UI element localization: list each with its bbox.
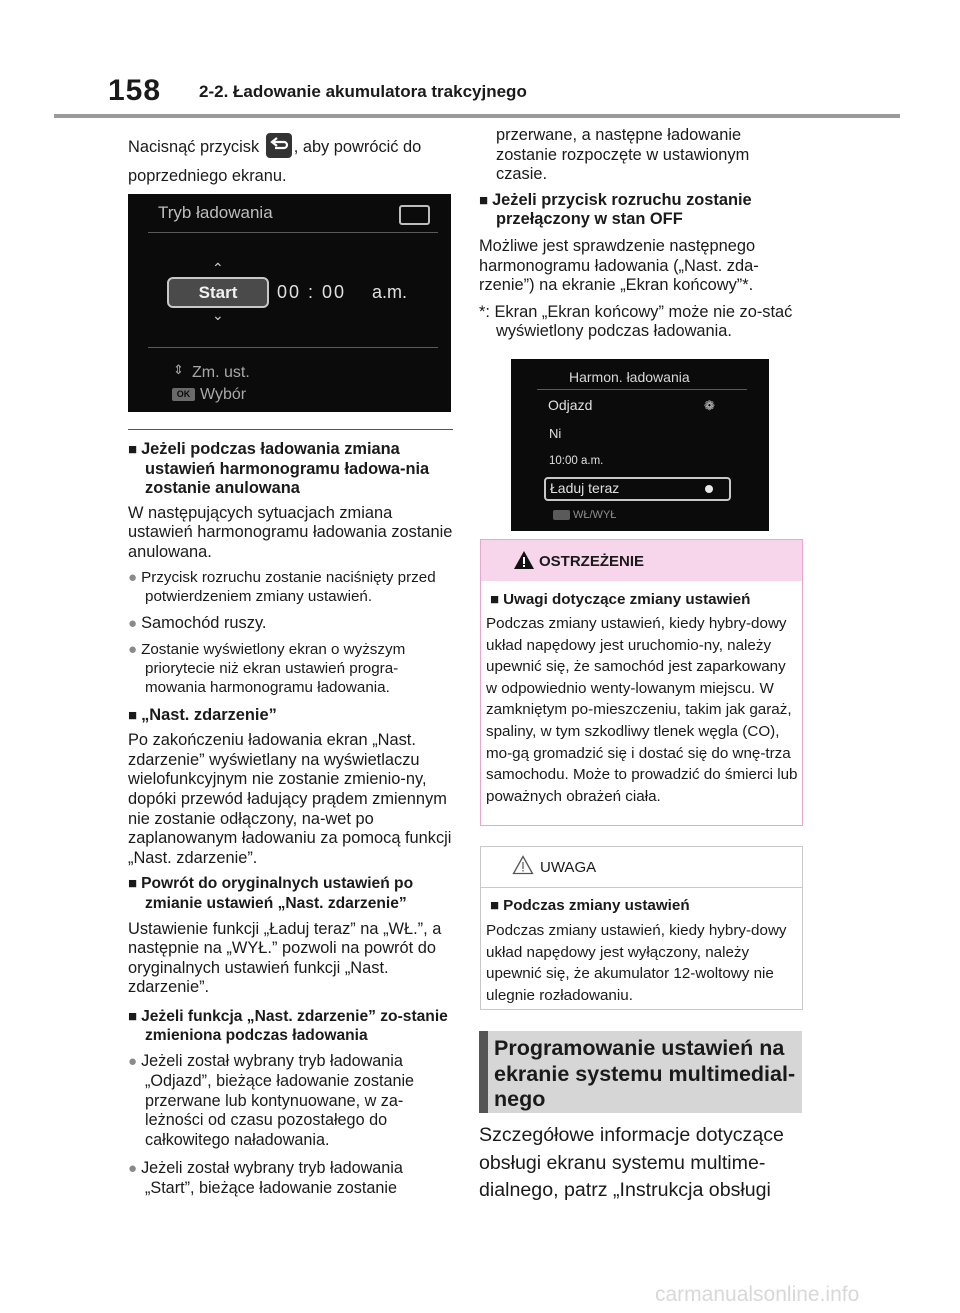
time-value: 00 : 00 bbox=[277, 282, 347, 302]
back-button-icon bbox=[266, 133, 292, 158]
list-item bbox=[128, 614, 453, 633]
section-title: 2-2. Ładowanie akumulatora trakcyjnego bbox=[199, 82, 527, 101]
section-divider bbox=[128, 429, 453, 430]
paragraph-off: Możliwe jest sprawdzenie następnego harmonogramu ładowania („Nast. zda-rzenie”) na ekranie „Ekran końcowy”*. bbox=[479, 236, 759, 295]
note-subheading-text: Podczas zmiany ustawień bbox=[503, 897, 690, 914]
warning-text: Podczas zmiany ustawień, kiedy hybry-dowy układ napędowy jest uruchomio-ny, należy upewnić się, że samochód jest zaparkowany w odpowiednio wenty-lowanym miejscu. W zamkniętym po-mieszczeniu, takim jak garaż, spaliny, w tym szkodliwy tlenek węgla (CO), mo-gą gromadzić się i dostać się do wnę-trza samochodu. Może to prowadzić do śmierci lub poważnych obrażeń ciała. bbox=[486, 615, 798, 805]
heading-cancel bbox=[128, 440, 453, 499]
footnote: *: Ekran „Ekran końcowy” może nie zo-stać wyświetlony podczas ładowania. bbox=[479, 302, 793, 341]
section-heading-box bbox=[479, 1031, 802, 1113]
warning-subheading bbox=[490, 591, 750, 608]
paragraph-continued: przerwane, a następne ładowanie zostanie rozpoczęte w ustawionym czasie. bbox=[496, 126, 750, 184]
menu-item-departure[interactable]: Odjazd bbox=[548, 397, 593, 413]
watermark: carmanualsonline.info bbox=[655, 1283, 860, 1306]
ampm-value: a.m. bbox=[372, 282, 408, 302]
list-item-text: Jeżeli został wybrany tryb ładowania „Odjazd”, bieżące ładowanie zostanie przerwane lub kontynuowane, w za-leżności od czasu pozostałego do całkowitego naładowania. bbox=[141, 1052, 415, 1150]
charging-mode-screen bbox=[128, 194, 451, 412]
right-column-top bbox=[479, 126, 804, 342]
paragraph-cancel: W następujących sytuacjach zmiana ustawień harmonogramu ładowania zostanie anulowana. bbox=[128, 503, 453, 561]
intro-before: Nacisnąć przycisk bbox=[128, 138, 264, 156]
note-text: Podczas zmiany ustawień, kiedy hybry-dowy układ napędowy jest wyłączony, należy upewnić się, że akumulator 12-woltowy nie ulegnie rozładowaniu. bbox=[486, 922, 787, 1004]
intro-text bbox=[128, 133, 453, 191]
chevron-down-icon: ⌄ bbox=[212, 307, 224, 323]
ok-icon bbox=[553, 510, 570, 520]
heading-off bbox=[479, 191, 804, 230]
heading-cancel-text: Jeżeli podczas ładowania zmiana ustawień harmonogramu ładowa-nia zostanie anulowana bbox=[141, 440, 430, 498]
paragraph-restore: Ustawienie funkcji „Ładuj teraz” na „WŁ.”, a następnie na „WYŁ.” pozwoli na powrót do oryginalnych ustawień funkcji „Nast. zdarzenie”. bbox=[128, 919, 442, 997]
header-rule bbox=[54, 114, 900, 118]
screen2-title: Harmon. ładowania bbox=[569, 369, 690, 385]
heading-off-text: Jeżeli przycisk rozruchu zostanie przełączony w stan OFF bbox=[492, 190, 752, 229]
list-item-text: Zostanie wyświetlony ekran o wyższym priorytecie niż ekran ustawień progra-mowania harmonogramu ładowania. bbox=[141, 640, 406, 696]
heading-restore-text: Powrót do oryginalnych ustawień po zmianie ustawień „Nast. zdarzenie” bbox=[141, 875, 414, 912]
screen1-divider bbox=[148, 232, 438, 233]
list-item-text: Jeżeli został wybrany tryb ładowania „Start”, bieżące ładowanie zostanie bbox=[141, 1159, 403, 1197]
menu-item-day[interactable]: Ni bbox=[549, 426, 562, 441]
left-column bbox=[128, 440, 453, 1199]
note-divider bbox=[481, 887, 802, 888]
list-item bbox=[128, 568, 453, 606]
section-heading: Programowanie ustawień na ekranie systemu multimedial-nego bbox=[494, 1036, 796, 1111]
note-label: UWAGA bbox=[540, 859, 597, 876]
back-icon bbox=[399, 205, 430, 225]
heading-next-event bbox=[128, 706, 453, 726]
select-label: Wybór bbox=[200, 386, 247, 403]
fan-icon: ❁ bbox=[704, 398, 715, 413]
list-item bbox=[128, 640, 453, 697]
closing-paragraph: Szczegółowe informacje dotyczące obsługi ekranu systemu multime-dialnego, patrz „Instrukcja obsługi bbox=[479, 1124, 784, 1201]
page-number: 158 bbox=[108, 74, 162, 107]
section-heading-bar bbox=[479, 1031, 488, 1113]
note-box bbox=[480, 846, 803, 1010]
up-down-icon: ⇕ bbox=[173, 362, 184, 377]
menu-item-time[interactable]: 10:00 a.m. bbox=[549, 455, 604, 467]
heading-next-event-text: „Nast. zdarzenie” bbox=[141, 705, 277, 724]
list-item bbox=[128, 1159, 453, 1199]
note-subheading bbox=[490, 897, 690, 914]
list-item bbox=[128, 1052, 453, 1151]
change-setting-label: Zm. ust. bbox=[192, 364, 250, 381]
warning-icon bbox=[513, 550, 535, 570]
intro-after: , aby powrócić do poprzedniego ekranu. bbox=[128, 138, 422, 185]
start-button[interactable]: Start bbox=[167, 277, 269, 308]
caution-icon bbox=[512, 855, 534, 875]
list-item-text: Samochód ruszy. bbox=[141, 613, 267, 632]
screen2-footer: WŁ/WYŁ bbox=[573, 509, 617, 521]
heading-restore bbox=[128, 874, 453, 913]
menu-item-charge-now[interactable]: Ładuj teraz bbox=[550, 480, 620, 496]
warning-subheading-text: Uwagi dotyczące zmiany ustawień bbox=[503, 591, 751, 608]
heading-change-during-text: Jeżeli funkcja „Nast. zdarzenie” zo-stanie zmieniona podczas ładowania bbox=[141, 1007, 448, 1045]
heading-change-during bbox=[128, 1007, 453, 1046]
chevron-up-icon: ⌃ bbox=[212, 260, 224, 276]
warning-label: OSTRZEŻENIE bbox=[539, 553, 645, 570]
paragraph-next-event: Po zakończeniu ładowania ekran „Nast. zdarzenie” wyświetlany na wyświetlaczu wielofunkcyjnym nie zostanie zmienio-ny, dopóki przewód ładujący prądem zmiennym nie zostanie odłączony, na-wet po zaplanowanym ładowaniu za pomocą funkcji „Nast. zdarzenie”. bbox=[128, 731, 452, 867]
list-item-text: Przycisk rozruchu zostanie naciśnięty przed potwierdzeniem zmiany ustawień. bbox=[141, 568, 436, 605]
screen2-divider bbox=[537, 389, 747, 390]
charging-schedule-screen bbox=[511, 359, 769, 531]
screen1-title: Tryb ładowania bbox=[158, 203, 273, 222]
toggle-indicator bbox=[705, 485, 713, 493]
screen1-divider-bottom bbox=[148, 347, 438, 348]
warning-box bbox=[480, 539, 803, 826]
ok-icon: OK bbox=[172, 388, 195, 401]
